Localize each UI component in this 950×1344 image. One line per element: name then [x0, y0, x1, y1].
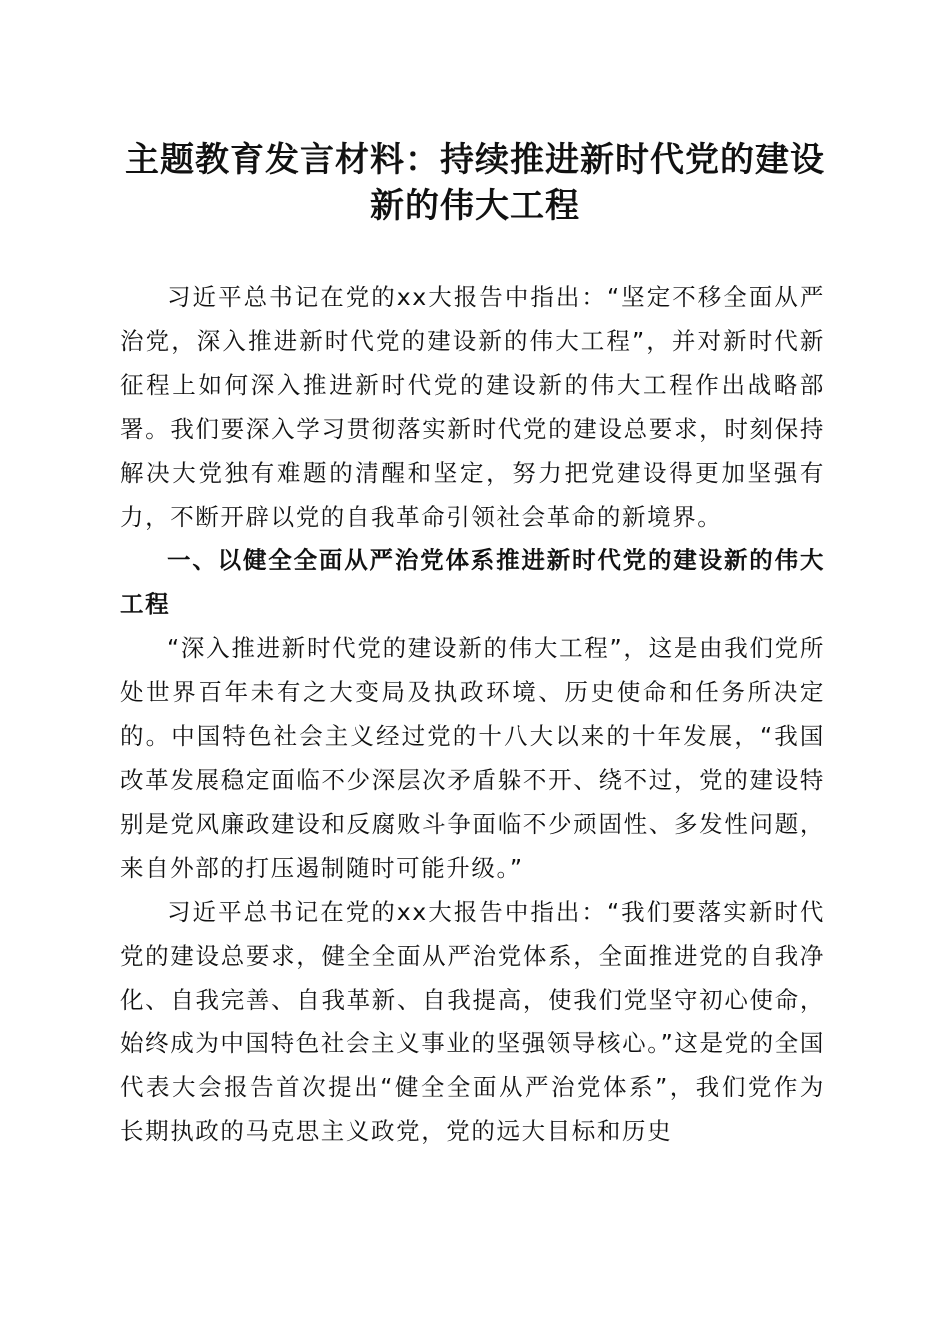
document-title-line-2: 新的伟大工程: [370, 186, 580, 226]
paragraph-intro: 习近平总书记在党的xx大报告中指出：“坚定不移全面从严治党，深入推进新时代党的建设新的伟大工程”，并对新时代新征程上如何深入推进新时代党的建设新的伟大工程作出战略部署。我们要深入学习贯彻落实新时代党的建设总要求，时刻保持解决大党独有难题的清醒和坚定，努力把党建设得更加坚强有力，不断开辟以党的自我革命引领社会革命的新境界。: [120, 283, 825, 531]
document-title-line-1: 主题教育发言材料：持续推进新时代党的建设: [125, 140, 825, 180]
document-body: [120, 276, 825, 1154]
paragraph-2: “深入推进新时代党的建设新的伟大工程”，这是由我们党所处世界百年未有之大变局及执政环境、历史使命和任务所决定的。中国特色社会主义经过党的十八大以来的十年发展，“我国改革发展稳定面临不少深层次矛盾躲不开、绕不过，党的建设特别是党风廉政建设和反腐败斗争面临不少顽固性、多发性问题，来自外部的打压遏制随时可能升级。”: [120, 634, 825, 882]
section-heading-1: 一、以健全全面从严治党体系推进新时代党的建设新的伟大工程: [120, 546, 825, 619]
paragraph-3: 习近平总书记在党的xx大报告中指出：“我们要落实新时代党的建设总要求，健全全面从严治党体系，全面推进党的自我净化、自我完善、自我革新、自我提高，使我们党坚守初心使命，始终成为中国特色社会主义事业的坚强领导核心。”这是党的全国代表大会报告首次提出“健全全面从严治党体系”，我们党作为长期执政的马克思主义政党，党的远大目标和历史: [120, 897, 825, 1146]
